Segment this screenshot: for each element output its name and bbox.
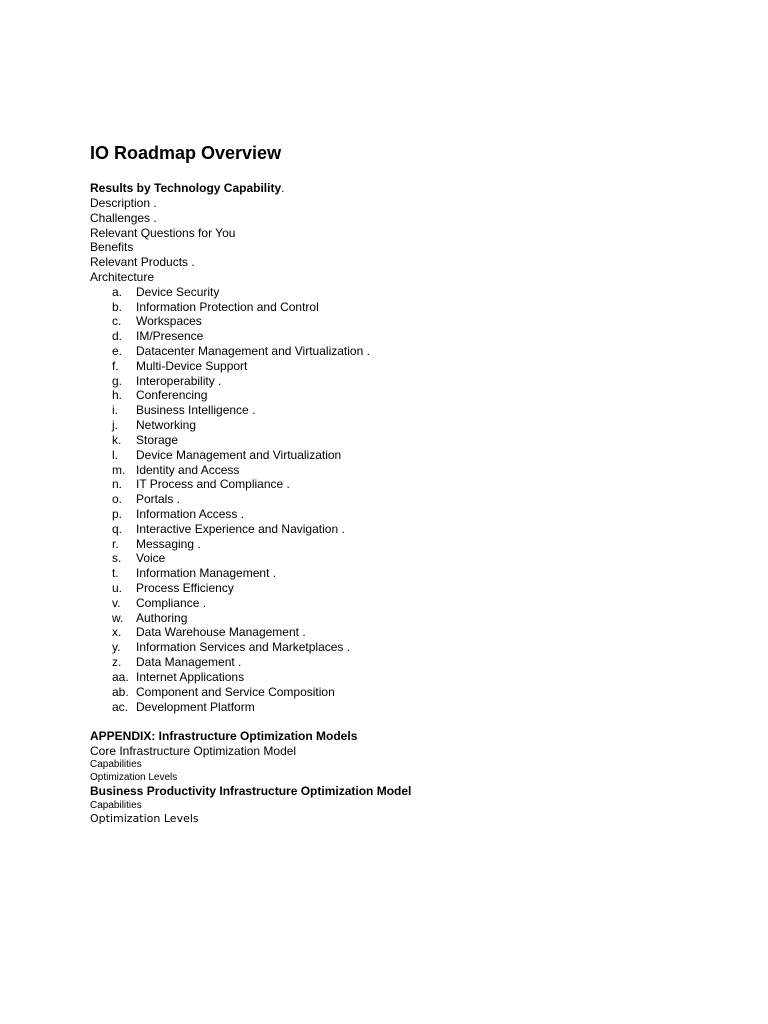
list-item-label: Interoperability . — [136, 373, 222, 388]
list-item-label: Storage — [136, 432, 179, 447]
list-item — [90, 388, 730, 403]
section-line-description: Description . — [90, 196, 157, 210]
list-item-label: Process Efficiency — [136, 581, 234, 596]
list-item — [90, 596, 730, 611]
list-item-marker: b. — [112, 299, 123, 314]
list-item-label: Development Platform — [136, 699, 255, 714]
list-item-marker: g. — [112, 373, 123, 388]
list-item-marker: l. — [112, 447, 118, 462]
list-item — [90, 418, 730, 433]
list-item-marker: f. — [112, 358, 119, 373]
list-item-label: Identity and Access — [136, 462, 240, 477]
list-item-label: Internet Applications — [136, 669, 245, 684]
document-page — [90, 142, 730, 826]
list-item-label: Information Services and Marketplaces . — [136, 640, 351, 655]
list-item-marker: d. — [112, 329, 123, 344]
list-item-label: Data Management . — [136, 655, 242, 670]
list-item — [90, 374, 730, 389]
list-item — [90, 314, 730, 329]
list-item — [90, 700, 730, 715]
appendix-heading: APPENDIX: Infrastructure Optimization Models — [90, 729, 358, 744]
list-item — [90, 507, 730, 522]
list-item-label: Information Protection and Control — [136, 299, 319, 314]
list-item-marker: w. — [112, 610, 124, 625]
list-item — [90, 300, 730, 315]
list-item — [90, 522, 730, 537]
list-item — [90, 537, 730, 552]
list-item-marker: z. — [112, 655, 122, 670]
list-item — [90, 670, 730, 685]
section-heading-suffix: . — [281, 181, 285, 195]
list-item-label: Conferencing — [136, 388, 208, 403]
list-item — [90, 448, 730, 463]
section-line-challenges: Challenges . — [90, 210, 157, 225]
list-item-marker: t. — [112, 566, 119, 581]
list-item-marker: n. — [112, 477, 123, 492]
section-heading-text: Results by Technology Capability — [90, 181, 282, 195]
list-item-label: Information Access . — [136, 506, 245, 521]
list-item-marker: m. — [112, 462, 126, 477]
list-item — [90, 611, 730, 626]
list-item — [90, 285, 730, 300]
section-line-relevant-questions: Relevant Questions for You — [90, 225, 236, 240]
list-item — [90, 463, 730, 478]
list-item-label: Data Warehouse Management . — [136, 625, 306, 640]
list-item-marker: a. — [112, 284, 123, 299]
list-item-label: IT Process and Compliance . — [136, 477, 290, 492]
list-item — [90, 329, 730, 344]
core-optimization-levels-label: Optimization Levels — [90, 772, 178, 784]
list-item — [90, 640, 730, 655]
list-item-label: Device Security — [136, 284, 220, 299]
list-item — [90, 551, 730, 566]
list-item-marker: ac. — [112, 699, 129, 714]
list-item-label: Business Intelligence . — [136, 403, 256, 418]
list-item-marker: aa. — [112, 669, 129, 684]
list-item-label: Multi-Device Support — [136, 358, 248, 373]
list-item — [90, 655, 730, 670]
section-line-architecture: Architecture — [90, 269, 155, 284]
section-lines — [90, 196, 730, 285]
list-item-marker: j. — [112, 418, 118, 433]
list-item — [90, 581, 730, 596]
list-item-label: Interactive Experience and Navigation . — [136, 521, 345, 536]
page-title: IO Roadmap Overview — [90, 143, 282, 163]
list-item-marker: v. — [112, 595, 121, 610]
list-item-label: Portals . — [136, 492, 181, 507]
list-item — [90, 433, 730, 448]
list-item-marker: p. — [112, 506, 123, 521]
list-item-marker: c. — [112, 314, 122, 329]
list-item-marker: o. — [112, 492, 123, 507]
list-item — [90, 359, 730, 374]
list-item-label: Messaging . — [136, 536, 201, 551]
list-item — [90, 403, 730, 418]
list-item-label: Device Management and Virtualization — [136, 447, 342, 462]
list-item-label: Compliance . — [136, 595, 207, 610]
list-item — [90, 625, 730, 640]
list-item-marker: i. — [112, 403, 118, 418]
list-item-marker: e. — [112, 344, 123, 359]
list-item — [90, 344, 730, 359]
section-line-relevant-products: Relevant Products . — [90, 255, 195, 270]
list-item — [90, 477, 730, 492]
section-heading — [90, 181, 730, 196]
list-item-label: Voice — [136, 551, 166, 566]
list-item-marker: ab. — [112, 684, 129, 699]
list-item-marker: h. — [112, 388, 123, 403]
list-item-marker: r. — [112, 536, 119, 551]
list-item-marker: k. — [112, 432, 122, 447]
list-item-marker: q. — [112, 521, 123, 536]
bp-optimization-levels-label: Optimization Levels — [90, 812, 199, 826]
list-item-label: Datacenter Management and Virtualization . — [136, 344, 370, 359]
list-item-label: Networking — [136, 418, 197, 433]
list-item — [90, 566, 730, 581]
bp-capabilities-label: Capabilities — [90, 800, 142, 812]
list-item-label: IM/Presence — [136, 329, 204, 344]
core-model-heading: Core Infrastructure Optimization Model — [90, 744, 297, 759]
section-line-benefits: Benefits — [90, 240, 134, 255]
list-item-label: Authoring — [136, 610, 188, 625]
list-item-label: Workspaces — [136, 314, 202, 329]
business-productivity-model-heading: Business Productivity Infrastructure Optimization Model — [90, 784, 412, 799]
list-item — [90, 685, 730, 700]
core-capabilities-label: Capabilities — [90, 759, 142, 771]
list-item-marker: x. — [112, 625, 122, 640]
list-item-marker: y. — [112, 640, 121, 655]
list-item-label: Component and Service Composition — [136, 684, 335, 699]
list-item-marker: u. — [112, 581, 123, 596]
list-item-label: Information Management . — [136, 566, 277, 581]
list-item-marker: s. — [112, 551, 122, 566]
list-item — [90, 492, 730, 507]
capability-list — [90, 285, 730, 715]
